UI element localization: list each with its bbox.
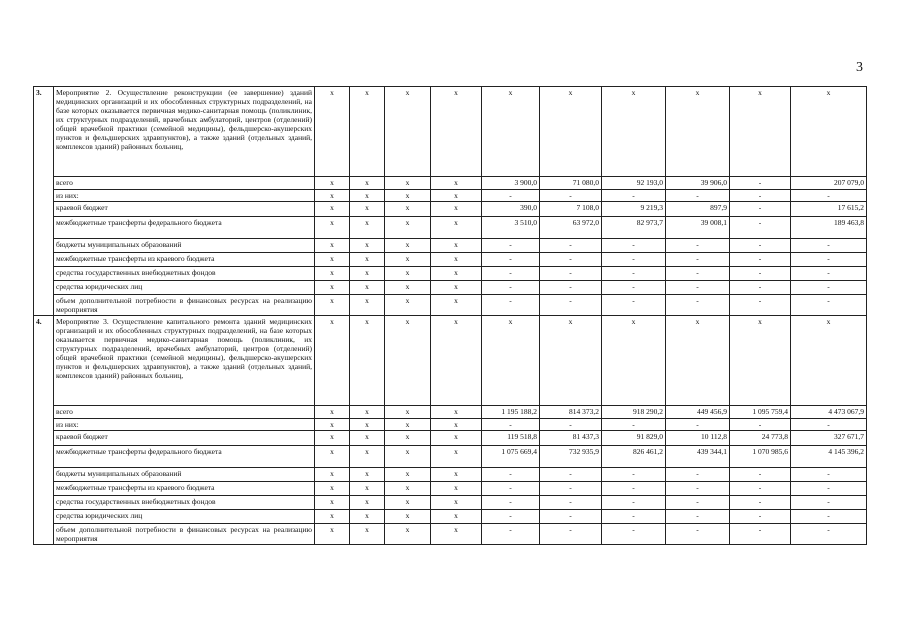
- table-cell: x: [431, 281, 482, 295]
- table-cell: 1 075 669,4: [482, 446, 540, 468]
- table-cell: x: [350, 217, 385, 239]
- table-cell: 826 461,2: [602, 446, 666, 468]
- table-cell: x: [315, 468, 350, 482]
- table-cell: -: [540, 419, 602, 431]
- table-cell: x: [315, 190, 350, 202]
- row-label: средства юридических лиц: [54, 281, 315, 295]
- table-cell: 91 829,0: [602, 431, 666, 446]
- table-cell: 39 008,1: [666, 217, 730, 239]
- row-label: бюджеты муниципальных образований: [54, 468, 315, 482]
- table-body: [34, 87, 867, 545]
- table-cell: -: [666, 267, 730, 281]
- table-cell: x: [350, 419, 385, 431]
- table-cell: -: [482, 419, 540, 431]
- table-cell: x: [385, 496, 431, 510]
- table-cell: x: [431, 217, 482, 239]
- row-label: объем дополнительной потребности в финансовых ресурсах на реализацию мероприятия: [54, 524, 315, 545]
- table-cell: x: [315, 217, 350, 239]
- table-cell: 63 972,0: [540, 217, 602, 239]
- table-cell: x: [482, 87, 540, 177]
- table-cell: x: [385, 406, 431, 419]
- table-cell: 449 456,9: [666, 406, 730, 419]
- table-cell: 92 193,0: [602, 177, 666, 190]
- table-cell: x: [385, 446, 431, 468]
- table-cell: -: [602, 281, 666, 295]
- table-cell: x: [350, 482, 385, 496]
- table-cell: 918 290,2: [602, 406, 666, 419]
- table-cell: x: [315, 239, 350, 253]
- table-cell: -: [730, 468, 791, 482]
- table-cell: -: [666, 281, 730, 295]
- table-cell: -: [540, 253, 602, 267]
- table-cell: -: [791, 468, 867, 482]
- table-cell: x: [666, 87, 730, 177]
- measure-number: 3.: [34, 87, 54, 316]
- table-row: [34, 202, 867, 217]
- table-cell: x: [315, 419, 350, 431]
- table-cell: -: [666, 190, 730, 202]
- table-cell: x: [431, 295, 482, 316]
- table-cell: -: [730, 239, 791, 253]
- table-cell: x: [350, 239, 385, 253]
- table-cell: -: [540, 295, 602, 316]
- table-cell: -: [791, 295, 867, 316]
- table-cell: -: [482, 496, 540, 510]
- table-cell: x: [385, 253, 431, 267]
- table-cell: -: [791, 267, 867, 281]
- table-cell: -: [602, 419, 666, 431]
- table-cell: -: [730, 217, 791, 239]
- table-cell: -: [540, 524, 602, 545]
- table-cell: 81 437,3: [540, 431, 602, 446]
- table-cell: x: [350, 510, 385, 524]
- table-cell: -: [482, 239, 540, 253]
- table-cell: -: [482, 468, 540, 482]
- table-cell: 1 070 985,6: [730, 446, 791, 468]
- table-cell: x: [385, 190, 431, 202]
- table-cell: -: [482, 510, 540, 524]
- table-cell: -: [730, 482, 791, 496]
- table-cell: x: [385, 281, 431, 295]
- table-cell: -: [666, 239, 730, 253]
- table-cell: 207 079,0: [791, 177, 867, 190]
- table-row: [34, 431, 867, 446]
- table-cell: x: [482, 316, 540, 406]
- table-cell: -: [602, 524, 666, 545]
- table-cell: 82 973,7: [602, 217, 666, 239]
- table-cell: -: [482, 281, 540, 295]
- table-cell: 71 080,0: [540, 177, 602, 190]
- table-cell: -: [602, 468, 666, 482]
- table-cell: x: [385, 202, 431, 217]
- table-cell: x: [666, 316, 730, 406]
- table-cell: x: [602, 316, 666, 406]
- table-cell: -: [602, 496, 666, 510]
- table-cell: -: [730, 190, 791, 202]
- table-cell: x: [602, 87, 666, 177]
- table-row: [34, 446, 867, 468]
- table-cell: x: [385, 419, 431, 431]
- table-cell: x: [385, 482, 431, 496]
- table-cell: -: [791, 419, 867, 431]
- table-row: [34, 468, 867, 482]
- table-cell: x: [315, 524, 350, 545]
- table-cell: x: [385, 524, 431, 545]
- table-cell: x: [431, 419, 482, 431]
- table-cell: x: [315, 202, 350, 217]
- table-cell: x: [350, 281, 385, 295]
- table-row: [34, 524, 867, 545]
- table-cell: 439 344,1: [666, 446, 730, 468]
- table-cell: -: [730, 267, 791, 281]
- row-label: бюджеты муниципальных образований: [54, 239, 315, 253]
- table-cell: x: [730, 316, 791, 406]
- table-cell: -: [730, 202, 791, 217]
- table-cell: 24 773,8: [730, 431, 791, 446]
- table-cell: x: [315, 295, 350, 316]
- table-row: [34, 281, 867, 295]
- budget-table: [33, 86, 867, 545]
- table-cell: -: [540, 190, 602, 202]
- table-cell: 732 935,9: [540, 446, 602, 468]
- table-cell: 3 900,0: [482, 177, 540, 190]
- table-cell: x: [730, 87, 791, 177]
- measure-title: Мероприятие 2. Осуществление реконструкции (ее завершение) зданий медицинских организаций и их обособленных структурных подразделений, на базе которых оказывается первичная медико-санитарная помощь (поликлиник, их структурных подразделений, врачебных амбулаторий, центров (отделений) общей врачебной практики (семейной медицины), фельдшерско-акушерских пунктов и фельдшерских здравпунктов), а также зданий (отдельных зданий, комплексов зданий) районных больниц,: [54, 87, 315, 177]
- table-cell: -: [791, 510, 867, 524]
- table-cell: -: [602, 267, 666, 281]
- table-cell: x: [385, 295, 431, 316]
- row-label: всего: [54, 406, 315, 419]
- table-cell: 1 095 759,4: [730, 406, 791, 419]
- table-cell: x: [385, 87, 431, 177]
- table-cell: x: [315, 406, 350, 419]
- table-cell: -: [482, 253, 540, 267]
- table-cell: -: [540, 239, 602, 253]
- table-cell: -: [540, 281, 602, 295]
- table-cell: x: [431, 431, 482, 446]
- table-cell: 897,9: [666, 202, 730, 217]
- table-cell: -: [482, 524, 540, 545]
- table-cell: -: [730, 419, 791, 431]
- table-cell: x: [431, 190, 482, 202]
- table-cell: x: [315, 177, 350, 190]
- table-cell: x: [431, 446, 482, 468]
- row-label: всего: [54, 177, 315, 190]
- table-cell: -: [602, 482, 666, 496]
- table-cell: 4 145 396,2: [791, 446, 867, 468]
- row-label: межбюджетные трансферты федерального бюджета: [54, 446, 315, 468]
- table-cell: -: [666, 419, 730, 431]
- table-cell: -: [602, 190, 666, 202]
- table-cell: -: [730, 253, 791, 267]
- table-cell: x: [350, 316, 385, 406]
- table-cell: x: [350, 468, 385, 482]
- table-cell: -: [730, 496, 791, 510]
- table-row: [34, 510, 867, 524]
- table-cell: -: [791, 190, 867, 202]
- table-cell: x: [350, 431, 385, 446]
- table-cell: x: [540, 316, 602, 406]
- row-label: межбюджетные трансферты из краевого бюджета: [54, 253, 315, 267]
- table-cell: x: [431, 468, 482, 482]
- table-cell: -: [540, 482, 602, 496]
- table-cell: x: [385, 468, 431, 482]
- table-cell: -: [482, 190, 540, 202]
- table-cell: -: [602, 239, 666, 253]
- table-row: [34, 239, 867, 253]
- table-cell: x: [431, 267, 482, 281]
- table-cell: -: [540, 468, 602, 482]
- table-row: [34, 217, 867, 239]
- measure-number: 4.: [34, 316, 54, 545]
- table-cell: -: [540, 510, 602, 524]
- table-cell: 327 671,7: [791, 431, 867, 446]
- table-cell: x: [350, 253, 385, 267]
- table-cell: x: [431, 87, 482, 177]
- table-cell: x: [315, 510, 350, 524]
- table-cell: x: [385, 239, 431, 253]
- table-cell: x: [315, 253, 350, 267]
- page-number: 3: [856, 60, 863, 75]
- table-cell: x: [350, 267, 385, 281]
- table-cell: x: [350, 177, 385, 190]
- table-cell: -: [791, 496, 867, 510]
- table-cell: -: [791, 281, 867, 295]
- table-cell: -: [730, 510, 791, 524]
- table-cell: x: [385, 217, 431, 239]
- table-cell: 9 219,3: [602, 202, 666, 217]
- table-cell: x: [431, 177, 482, 190]
- table-cell: x: [315, 316, 350, 406]
- table-cell: x: [315, 496, 350, 510]
- table-cell: x: [431, 510, 482, 524]
- table-cell: 10 112,8: [666, 431, 730, 446]
- table-cell: x: [385, 267, 431, 281]
- table-cell: x: [385, 316, 431, 406]
- table-cell: x: [385, 177, 431, 190]
- table-cell: -: [730, 524, 791, 545]
- table-cell: -: [666, 295, 730, 316]
- table-cell: x: [350, 446, 385, 468]
- table-cell: x: [350, 406, 385, 419]
- table-cell: x: [350, 87, 385, 177]
- table-cell: x: [315, 281, 350, 295]
- table-row: [34, 496, 867, 510]
- table-cell: 1 195 188,2: [482, 406, 540, 419]
- table-cell: x: [315, 267, 350, 281]
- row-label: краевой бюджет: [54, 202, 315, 217]
- table-cell: -: [666, 524, 730, 545]
- table-cell: 3 510,0: [482, 217, 540, 239]
- table-cell: -: [791, 253, 867, 267]
- table-cell: 390,0: [482, 202, 540, 217]
- table-cell: 814 373,2: [540, 406, 602, 419]
- row-label: межбюджетные трансферты федерального бюджета: [54, 217, 315, 239]
- measure-title-row: [34, 87, 867, 177]
- table-cell: -: [482, 267, 540, 281]
- table-cell: x: [350, 295, 385, 316]
- table-cell: x: [431, 239, 482, 253]
- row-label: средства государственных внебюджетных фондов: [54, 496, 315, 510]
- table-cell: -: [730, 281, 791, 295]
- table-cell: x: [431, 253, 482, 267]
- table-cell: -: [730, 295, 791, 316]
- measure-title: Мероприятие 3. Осуществление капитального ремонта зданий медицинских организаций и их обособленных структурных подразделений, на базе которых оказывается первичная медико-санитарная помощь (поликлиник, их структурных подразделений, врачебных амбулаторий, центров (отделений) общей врачебной практики (семейной медицины), фельдшерско-акушерских пунктов и фельдшерских здравпунктов), а также зданий (отдельных зданий, комплексов зданий) районных больниц,: [54, 316, 315, 406]
- table-cell: 189 463,8: [791, 217, 867, 239]
- table-cell: x: [350, 190, 385, 202]
- table-cell: x: [431, 406, 482, 419]
- table-cell: x: [431, 316, 482, 406]
- table-cell: x: [315, 446, 350, 468]
- table-cell: x: [431, 496, 482, 510]
- table-cell: x: [791, 87, 867, 177]
- table-row: [34, 177, 867, 190]
- row-label: из них:: [54, 190, 315, 202]
- table-cell: -: [540, 496, 602, 510]
- table-cell: 7 108,0: [540, 202, 602, 217]
- table-cell: x: [385, 431, 431, 446]
- table-cell: -: [730, 177, 791, 190]
- table-cell: x: [431, 524, 482, 545]
- row-label: межбюджетные трансферты из краевого бюджета: [54, 482, 315, 496]
- row-label: средства государственных внебюджетных фондов: [54, 267, 315, 281]
- table-cell: 4 473 067,9: [791, 406, 867, 419]
- table-row: [34, 295, 867, 316]
- table-cell: -: [791, 482, 867, 496]
- table-cell: -: [666, 468, 730, 482]
- table-cell: -: [602, 295, 666, 316]
- table-cell: x: [791, 316, 867, 406]
- row-label: из них:: [54, 419, 315, 431]
- table-cell: -: [666, 253, 730, 267]
- table-cell: x: [385, 510, 431, 524]
- table-row: [34, 406, 867, 419]
- table-row: [34, 190, 867, 202]
- table-cell: -: [482, 482, 540, 496]
- row-label: объем дополнительной потребности в финансовых ресурсах на реализацию мероприятия: [54, 295, 315, 316]
- table-cell: -: [666, 496, 730, 510]
- table-cell: x: [350, 496, 385, 510]
- table-row: [34, 482, 867, 496]
- table-row: [34, 419, 867, 431]
- measure-title-row: [34, 316, 867, 406]
- table-cell: -: [666, 510, 730, 524]
- table-cell: 17 615,2: [791, 202, 867, 217]
- table-cell: x: [315, 482, 350, 496]
- table-cell: x: [431, 202, 482, 217]
- table-cell: x: [315, 431, 350, 446]
- row-label: средства юридических лиц: [54, 510, 315, 524]
- table-cell: 39 906,0: [666, 177, 730, 190]
- table-cell: -: [482, 295, 540, 316]
- table-cell: x: [315, 87, 350, 177]
- row-label: краевой бюджет: [54, 431, 315, 446]
- table-cell: -: [602, 510, 666, 524]
- table-row: [34, 253, 867, 267]
- table-cell: x: [350, 202, 385, 217]
- table-cell: -: [791, 239, 867, 253]
- table-cell: x: [350, 524, 385, 545]
- table-cell: -: [666, 482, 730, 496]
- table-cell: -: [602, 253, 666, 267]
- table-cell: x: [431, 482, 482, 496]
- table-cell: x: [540, 87, 602, 177]
- table-cell: -: [540, 267, 602, 281]
- table-cell: -: [791, 524, 867, 545]
- table-cell: 119 518,8: [482, 431, 540, 446]
- table-row: [34, 267, 867, 281]
